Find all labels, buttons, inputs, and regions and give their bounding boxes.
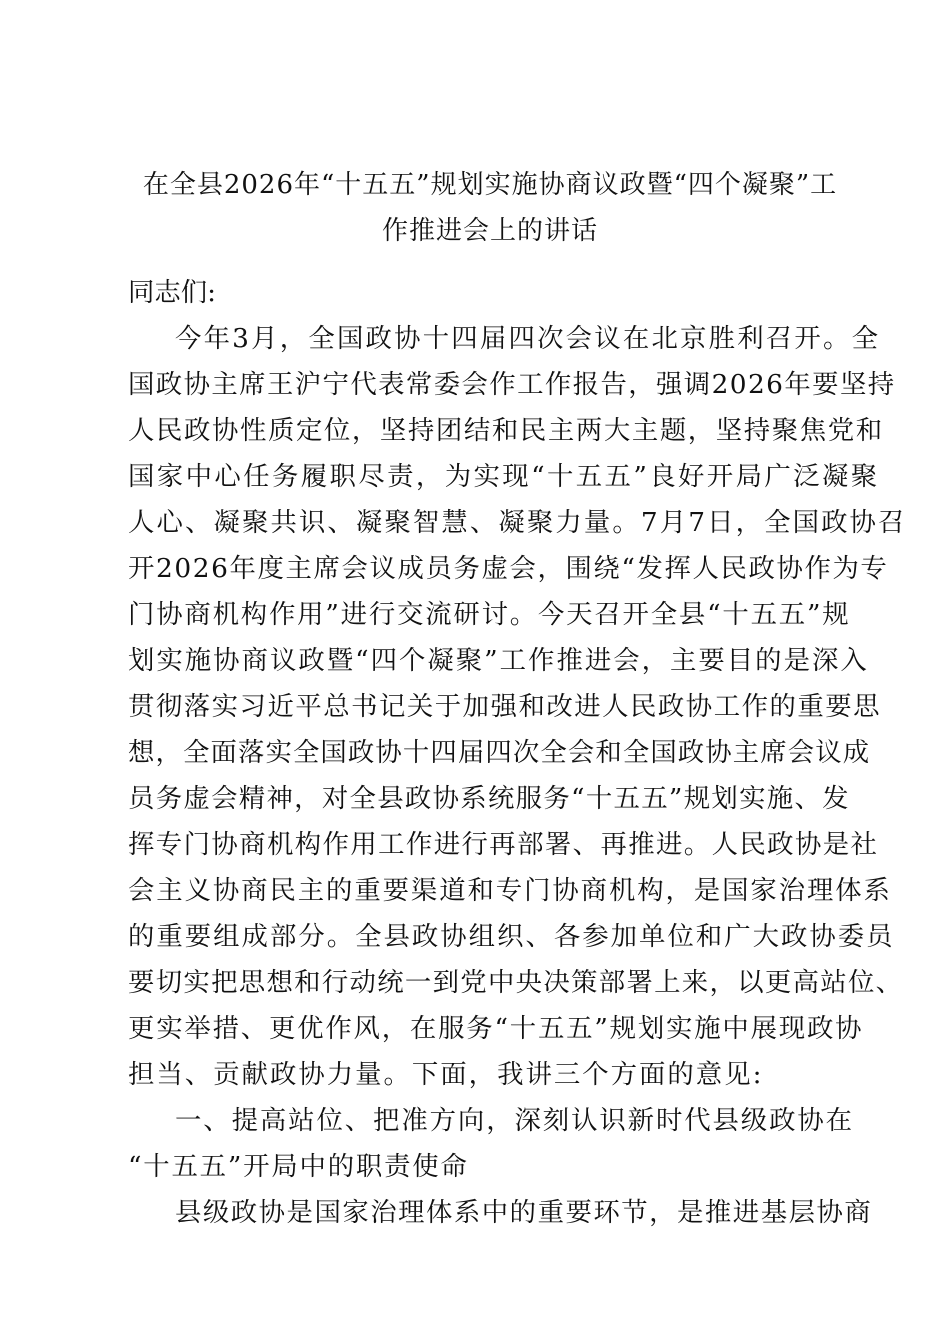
paragraph-line: 人心、凝聚共识、凝聚智慧、凝聚力量。7月7日，全国政协召 [128, 507, 907, 538]
paragraph-line: 会主义协商民主的重要渠道和专门协商机构，是国家治理体系 [128, 875, 892, 906]
section-heading-line: 一、提高站位、把准方向，深刻认识新时代县级政协在 [175, 1105, 854, 1136]
paragraph-line: 贯彻落实习近平总书记关于加强和改进人民政协工作的重要思 [128, 691, 882, 722]
paragraph-line: 人民政协性质定位，坚持团结和民主两大主题，坚持聚焦党和 [128, 415, 884, 446]
paragraph-line: 担当、贡献政协力量。下面，我讲三个方面的意见: [128, 1059, 764, 1090]
paragraph-line: 要切实把思想和行动统一到党中央决策部署上来，以更高站位、 [128, 967, 904, 998]
paragraph-line: 更实举措、更优作风，在服务“十五五”规划实施中展现政协 [128, 1013, 864, 1044]
salutation: 同志们: [128, 277, 217, 308]
title-line-1: 在全县2026年“十五五”规划实施协商议政暨“四个凝聚”工 [142, 170, 838, 200]
paragraph-line: 国家中心任务履职尽责，为实现“十五五”良好开局广泛凝聚 [128, 461, 880, 492]
paragraph-line: 国政协主席王沪宁代表常委会作工作报告，强调2026年要坚持 [128, 369, 896, 400]
paragraph-line: 想，全面落实全国政协十四届四次全会和全国政协主席会议成 [128, 737, 871, 768]
section-heading-line: “十五五”开局中的职责使命 [128, 1151, 469, 1182]
document-body [128, 270, 907, 1236]
paragraph-line: 员务虚会精神，对全县政协系统服务“十五五”规划实施、发 [128, 783, 850, 814]
paragraph-line: 今年3月，全国政协十四届四次会议在北京胜利召开。全 [175, 323, 881, 354]
paragraph-line: 开2026年度主席会议成员务虚会，围绕“发挥人民政协作为专 [128, 553, 889, 584]
paragraph-line: 门协商机构作用”进行交流研讨。今天召开全县“十五五”规 [128, 599, 851, 630]
paragraph-line: 划实施协商议政暨“四个凝聚”工作推进会，主要目的是深入 [128, 645, 869, 676]
document-title [120, 162, 860, 254]
paragraph-line: 的重要组成部分。全县政协组织、各参加单位和广大政协委员 [128, 921, 895, 952]
paragraph-line: 县级政协是国家治理体系中的重要环节，是推进基层协商 [175, 1197, 873, 1228]
paragraph-line: 挥专门协商机构作用工作进行再部署、再推进。人民政协是社 [128, 829, 879, 860]
title-line-2: 作推进会上的讲话 [381, 216, 598, 246]
